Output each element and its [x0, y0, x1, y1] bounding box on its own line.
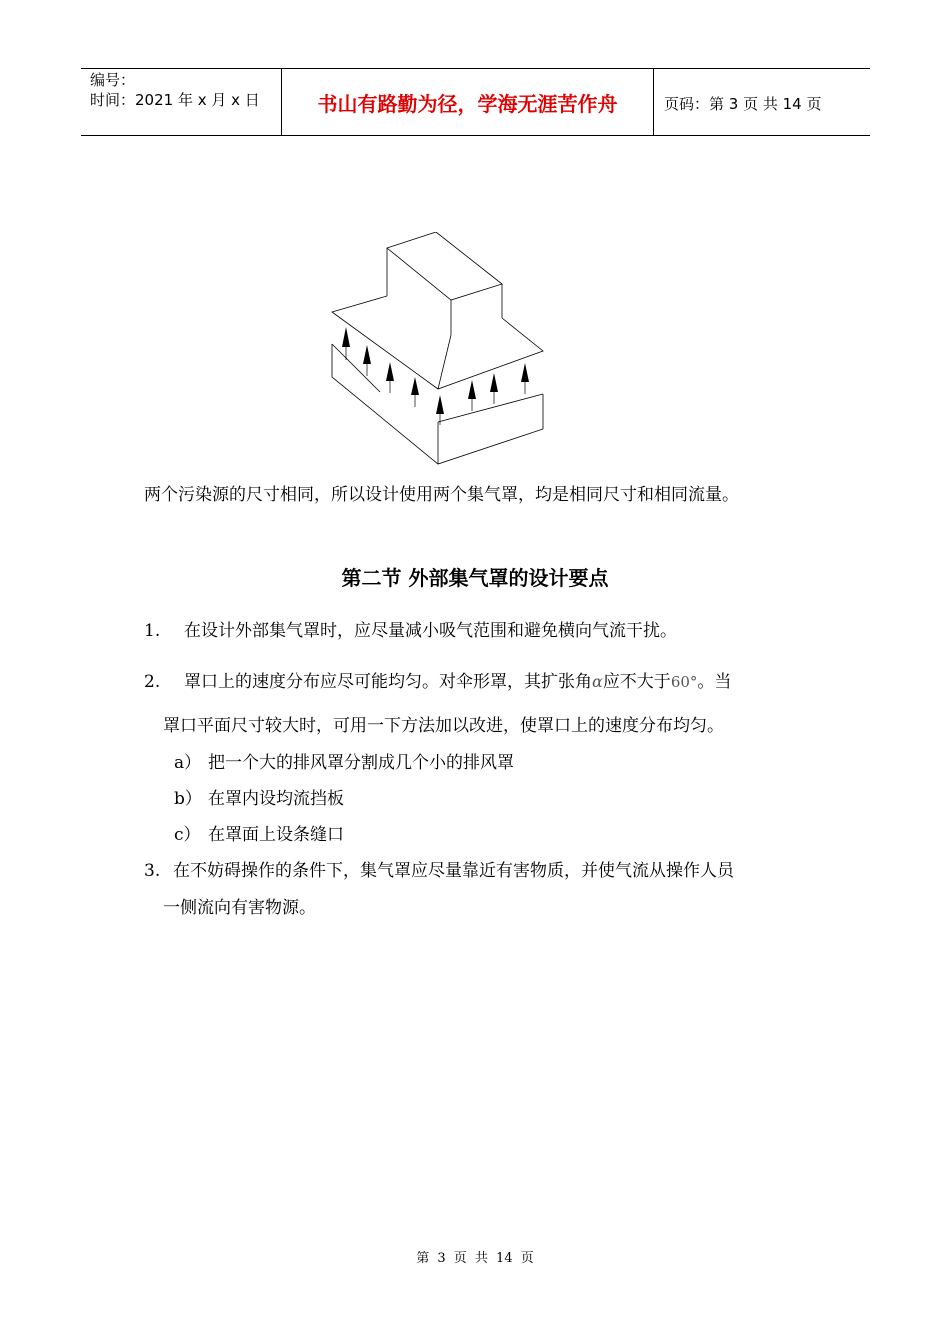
number-label: 编号：: [90, 71, 136, 89]
header-motto-cell: [281, 69, 654, 135]
sub-item-text: 在罩面上设条缝口: [208, 825, 344, 845]
item-number: 2.: [144, 672, 161, 692]
item-text: 在不妨碍操作的条件下，集气罩应尽量靠近有害物质，并使气流从操作人员: [173, 861, 734, 881]
item-text-part-c: 。当: [697, 672, 732, 692]
item-text: 在设计外部集气罩时，应尽量减小吸气范围和避免横向气流干扰。: [184, 621, 677, 641]
hood-diagram: [320, 232, 550, 468]
item-text-part-b: 应不大于: [602, 672, 671, 692]
figure-caption: 两个污染源的尺寸相同，所以设计使用两个集气罩，均是相同尺寸和相同流量。: [144, 485, 739, 505]
sub-item-text: 在罩内设均流挡板: [208, 789, 344, 809]
sub-item: [174, 824, 344, 846]
sub-item: [174, 752, 514, 774]
alpha-symbol: α: [592, 672, 603, 691]
sub-item-label: c）: [174, 825, 201, 845]
list-item: [144, 620, 677, 642]
list-item-continuation: 一侧流向有害物源。: [163, 898, 316, 918]
page-footer: 第 3 页 共 14 页: [416, 1251, 534, 1266]
page-label: 页码：第 3 页 共 14 页: [664, 95, 822, 113]
item-number: 1.: [144, 621, 161, 641]
item-number: 3.: [144, 861, 161, 881]
list-item-continuation: 罩口平面尺寸较大时，可用一下方法加以改进，使罩口上的速度分布均匀。: [163, 716, 724, 736]
hood-outline: [332, 232, 543, 464]
airflow-arrows: [342, 327, 529, 425]
sub-item-label: b）: [174, 789, 202, 809]
header-info-cell: [81, 69, 281, 135]
item-text-part-a: 罩口上的速度分布应尽可能均匀。对伞形罩，其扩张角: [184, 672, 592, 692]
list-item: [144, 671, 731, 693]
document-header: [81, 68, 870, 136]
motto-text: 书山有路勤为径，学海无涯苦作舟: [317, 92, 618, 116]
header-page-cell: [654, 69, 870, 135]
angle-value: 60°: [670, 673, 698, 691]
sub-item-text: 把一个大的排风罩分割成几个小的排风罩: [208, 753, 514, 773]
date-label: 时间：2021 年 x 月 x 日: [90, 91, 260, 109]
list-item: [144, 860, 734, 882]
sub-item-label: a）: [174, 753, 202, 773]
sub-item: [174, 788, 344, 810]
section-title: 第二节 外部集气罩的设计要点: [341, 566, 609, 590]
